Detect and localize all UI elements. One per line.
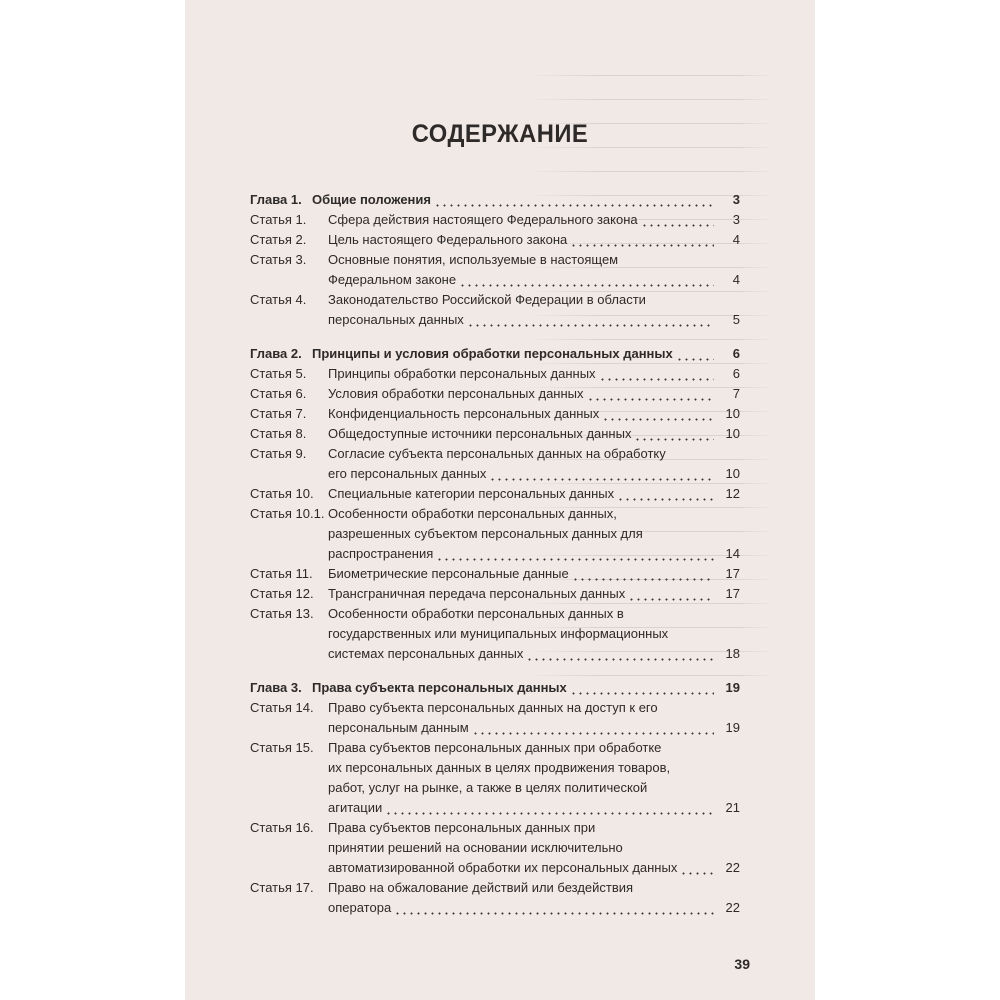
article-label: Статья 10. bbox=[250, 486, 314, 501]
article-page: 10 bbox=[725, 426, 740, 441]
article-title-line: Общедоступные источники персональных данных bbox=[328, 426, 632, 441]
article-entry[interactable] bbox=[250, 290, 740, 330]
article-title bbox=[328, 290, 740, 330]
article-title-line: его персональных данных bbox=[328, 466, 487, 481]
article-title-last-line bbox=[328, 798, 740, 818]
article-title-last-line bbox=[328, 484, 740, 504]
article-label: Статья 11. bbox=[250, 566, 313, 581]
page-number: 39 bbox=[734, 956, 750, 972]
article-title-line: Биометрические персональные данные bbox=[328, 566, 569, 581]
chapter-number: Глава 2. bbox=[250, 346, 302, 361]
article-title bbox=[328, 484, 740, 504]
article-title-line: оператора bbox=[328, 900, 392, 915]
article-title-last-line bbox=[328, 898, 740, 918]
article-entry[interactable] bbox=[250, 444, 740, 484]
article-page: 10 bbox=[725, 406, 740, 421]
article-title-line: Трансграничная передача персональных данных bbox=[328, 586, 626, 601]
article-page: 10 bbox=[725, 466, 740, 481]
dot-leader bbox=[634, 424, 714, 444]
article-title-line: Условия обработки персональных данных bbox=[328, 386, 584, 401]
article-page: 3 bbox=[732, 212, 740, 227]
article-title-line: Права субъектов персональных данных при обработке bbox=[328, 740, 662, 755]
article-title-line: государственных или муниципальных информационных bbox=[328, 626, 669, 641]
article-entry[interactable] bbox=[250, 424, 740, 444]
article-title bbox=[328, 878, 740, 918]
article-label: Статья 17. bbox=[250, 880, 314, 895]
dot-leader bbox=[489, 464, 714, 484]
chapter-heading bbox=[250, 344, 676, 364]
article-title bbox=[328, 604, 740, 664]
article-title-last-line bbox=[328, 210, 740, 230]
dot-leader bbox=[467, 310, 714, 330]
article-entry[interactable] bbox=[250, 504, 740, 564]
chapter-entry[interactable] bbox=[250, 344, 740, 364]
article-title-line: персональным данным bbox=[328, 720, 469, 735]
dot-leader bbox=[459, 270, 714, 290]
article-label: Статья 16. bbox=[250, 820, 314, 835]
article-title-line: Законодательство Российской Федерации в области bbox=[328, 292, 646, 307]
article-title-last-line bbox=[328, 564, 740, 584]
article-entry[interactable] bbox=[250, 364, 740, 384]
article-title bbox=[328, 818, 740, 878]
dot-leader bbox=[587, 384, 714, 404]
article-title-line: Принципы обработки персональных данных bbox=[328, 366, 596, 381]
article-label: Статья 5. bbox=[250, 366, 307, 381]
article-title-line: автоматизированной обработки их персональных данных bbox=[328, 860, 678, 875]
article-title-line: Основные понятия, используемые в настоящем bbox=[328, 252, 619, 267]
dot-leader bbox=[385, 798, 714, 818]
article-page: 22 bbox=[725, 900, 740, 915]
article-page: 5 bbox=[732, 312, 740, 327]
chapter-heading bbox=[250, 190, 434, 210]
chapter-title: Права субъекта персональных данных bbox=[312, 680, 567, 695]
article-title bbox=[328, 424, 740, 444]
article-page: 18 bbox=[725, 646, 740, 661]
article-entry[interactable] bbox=[250, 604, 740, 664]
article-entry[interactable] bbox=[250, 738, 740, 818]
article-title-line: работ, услуг на рынке, а также в целях политической bbox=[328, 780, 648, 795]
article-label: Статья 6. bbox=[250, 386, 307, 401]
article-entry[interactable] bbox=[250, 698, 740, 738]
chapter-page: 19 bbox=[725, 680, 740, 695]
article-page: 21 bbox=[725, 800, 740, 815]
article-entry[interactable] bbox=[250, 818, 740, 878]
article-title-line: Согласие субъекта персональных данных на обработку bbox=[328, 446, 666, 461]
dot-leader bbox=[628, 584, 714, 604]
chapter-spacer bbox=[250, 664, 740, 678]
chapter-title: Общие положения bbox=[312, 192, 431, 207]
dot-leader bbox=[526, 644, 714, 664]
article-title-line: принятии решений на основании исключительно bbox=[328, 840, 623, 855]
article-title-line: Конфиденциальность персональных данных bbox=[328, 406, 600, 421]
chapter-entry[interactable] bbox=[250, 190, 740, 210]
chapter-number: Глава 1. bbox=[250, 192, 302, 207]
article-page: 7 bbox=[732, 386, 740, 401]
article-label: Статья 13. bbox=[250, 606, 314, 621]
article-title-last-line bbox=[328, 544, 740, 564]
article-entry[interactable] bbox=[250, 404, 740, 424]
article-entry[interactable] bbox=[250, 584, 740, 604]
article-title bbox=[328, 230, 740, 250]
article-label: Статья 1. bbox=[250, 212, 307, 227]
article-page: 17 bbox=[725, 566, 740, 581]
article-label: Статья 4. bbox=[250, 292, 307, 307]
article-label: Статья 15. bbox=[250, 740, 314, 755]
article-title-last-line bbox=[328, 404, 740, 424]
article-title-last-line bbox=[328, 584, 740, 604]
article-label: Статья 2. bbox=[250, 232, 307, 247]
article-title bbox=[328, 404, 740, 424]
article-title bbox=[328, 384, 740, 404]
article-page: 14 bbox=[725, 546, 740, 561]
article-title-line: разрешенных субъектом персональных данных для bbox=[328, 526, 643, 541]
article-title bbox=[328, 364, 740, 384]
dot-leader bbox=[436, 544, 714, 564]
article-label: Статья 10.1. bbox=[250, 506, 325, 521]
dot-leader bbox=[599, 364, 714, 384]
article-title-last-line bbox=[328, 424, 740, 444]
article-label: Статья 7. bbox=[250, 406, 307, 421]
chapter-page: 6 bbox=[732, 346, 740, 361]
article-entry[interactable] bbox=[250, 384, 740, 404]
dot-leader bbox=[602, 404, 714, 424]
article-title bbox=[328, 210, 740, 230]
article-title bbox=[328, 504, 740, 564]
article-title-line: Цель настоящего Федерального закона bbox=[328, 232, 568, 247]
article-entry[interactable] bbox=[250, 484, 740, 504]
article-title bbox=[328, 564, 740, 584]
dot-leader bbox=[434, 190, 714, 210]
article-title bbox=[328, 584, 740, 604]
article-page: 6 bbox=[732, 366, 740, 381]
article-title bbox=[328, 250, 740, 290]
article-page: 4 bbox=[732, 232, 740, 247]
chapter-title: Принципы и условия обработки персональных данных bbox=[312, 346, 673, 361]
article-title bbox=[328, 444, 740, 484]
article-title-last-line bbox=[328, 464, 740, 484]
article-page: 4 bbox=[732, 272, 740, 287]
dot-leader bbox=[570, 230, 714, 250]
article-entry[interactable] bbox=[250, 564, 740, 584]
chapter-entry[interactable] bbox=[250, 678, 740, 698]
article-title-last-line bbox=[328, 310, 740, 330]
article-title-last-line bbox=[328, 230, 740, 250]
table-of-contents bbox=[250, 190, 740, 918]
article-title-line: Право субъекта персональных данных на доступ к его bbox=[328, 700, 658, 715]
article-title-line: Сфера действия настоящего Федерального закона bbox=[328, 212, 638, 227]
article-entry[interactable] bbox=[250, 230, 740, 250]
article-title-line: агитации bbox=[328, 800, 383, 815]
article-title-line: Право на обжалование действий или бездействия bbox=[328, 880, 634, 895]
article-entry[interactable] bbox=[250, 210, 740, 230]
article-title-line: Федеральном законе bbox=[328, 272, 457, 287]
chapter-number: Глава 3. bbox=[250, 680, 302, 695]
article-title-line: персональных данных bbox=[328, 312, 464, 327]
chapter-spacer bbox=[250, 330, 740, 344]
article-label: Статья 8. bbox=[250, 426, 307, 441]
dot-leader bbox=[570, 678, 714, 698]
article-label: Статья 3. bbox=[250, 252, 307, 267]
article-page: 17 bbox=[725, 586, 740, 601]
article-label: Статья 12. bbox=[250, 586, 314, 601]
article-title bbox=[328, 698, 740, 738]
article-title-line: Особенности обработки персональных данных, bbox=[328, 506, 617, 521]
dot-leader bbox=[641, 210, 714, 230]
article-title-last-line bbox=[328, 718, 740, 738]
article-entry[interactable] bbox=[250, 878, 740, 918]
page-title: СОДЕРЖАНИЕ bbox=[411, 120, 589, 148]
article-label: Статья 9. bbox=[250, 446, 307, 461]
article-title-line: Права субъектов персональных данных при bbox=[328, 820, 596, 835]
article-title bbox=[328, 738, 740, 818]
article-title-last-line bbox=[328, 644, 740, 664]
article-title-line: их персональных данных в целях продвижения товаров, bbox=[328, 760, 671, 775]
article-title-last-line bbox=[328, 858, 740, 878]
dot-leader bbox=[676, 344, 714, 364]
article-page: 22 bbox=[725, 860, 740, 875]
article-label: Статья 14. bbox=[250, 700, 314, 715]
article-title-line: Специальные категории персональных данных bbox=[328, 486, 615, 501]
article-title-line: распространения bbox=[328, 546, 434, 561]
dot-leader bbox=[394, 898, 714, 918]
dot-leader bbox=[472, 718, 714, 738]
article-title-last-line bbox=[328, 364, 740, 384]
dot-leader bbox=[617, 484, 714, 504]
article-page: 12 bbox=[725, 486, 740, 501]
article-title-last-line bbox=[328, 384, 740, 404]
dot-leader bbox=[680, 858, 714, 878]
article-title-line: системах персональных данных bbox=[328, 646, 524, 661]
article-page: 19 bbox=[725, 720, 740, 735]
article-entry[interactable] bbox=[250, 250, 740, 290]
chapter-page: 3 bbox=[732, 192, 740, 207]
article-title-line: Особенности обработки персональных данных в bbox=[328, 606, 624, 621]
dot-leader bbox=[572, 564, 714, 584]
article-title-last-line bbox=[328, 270, 740, 290]
chapter-heading bbox=[250, 678, 570, 698]
